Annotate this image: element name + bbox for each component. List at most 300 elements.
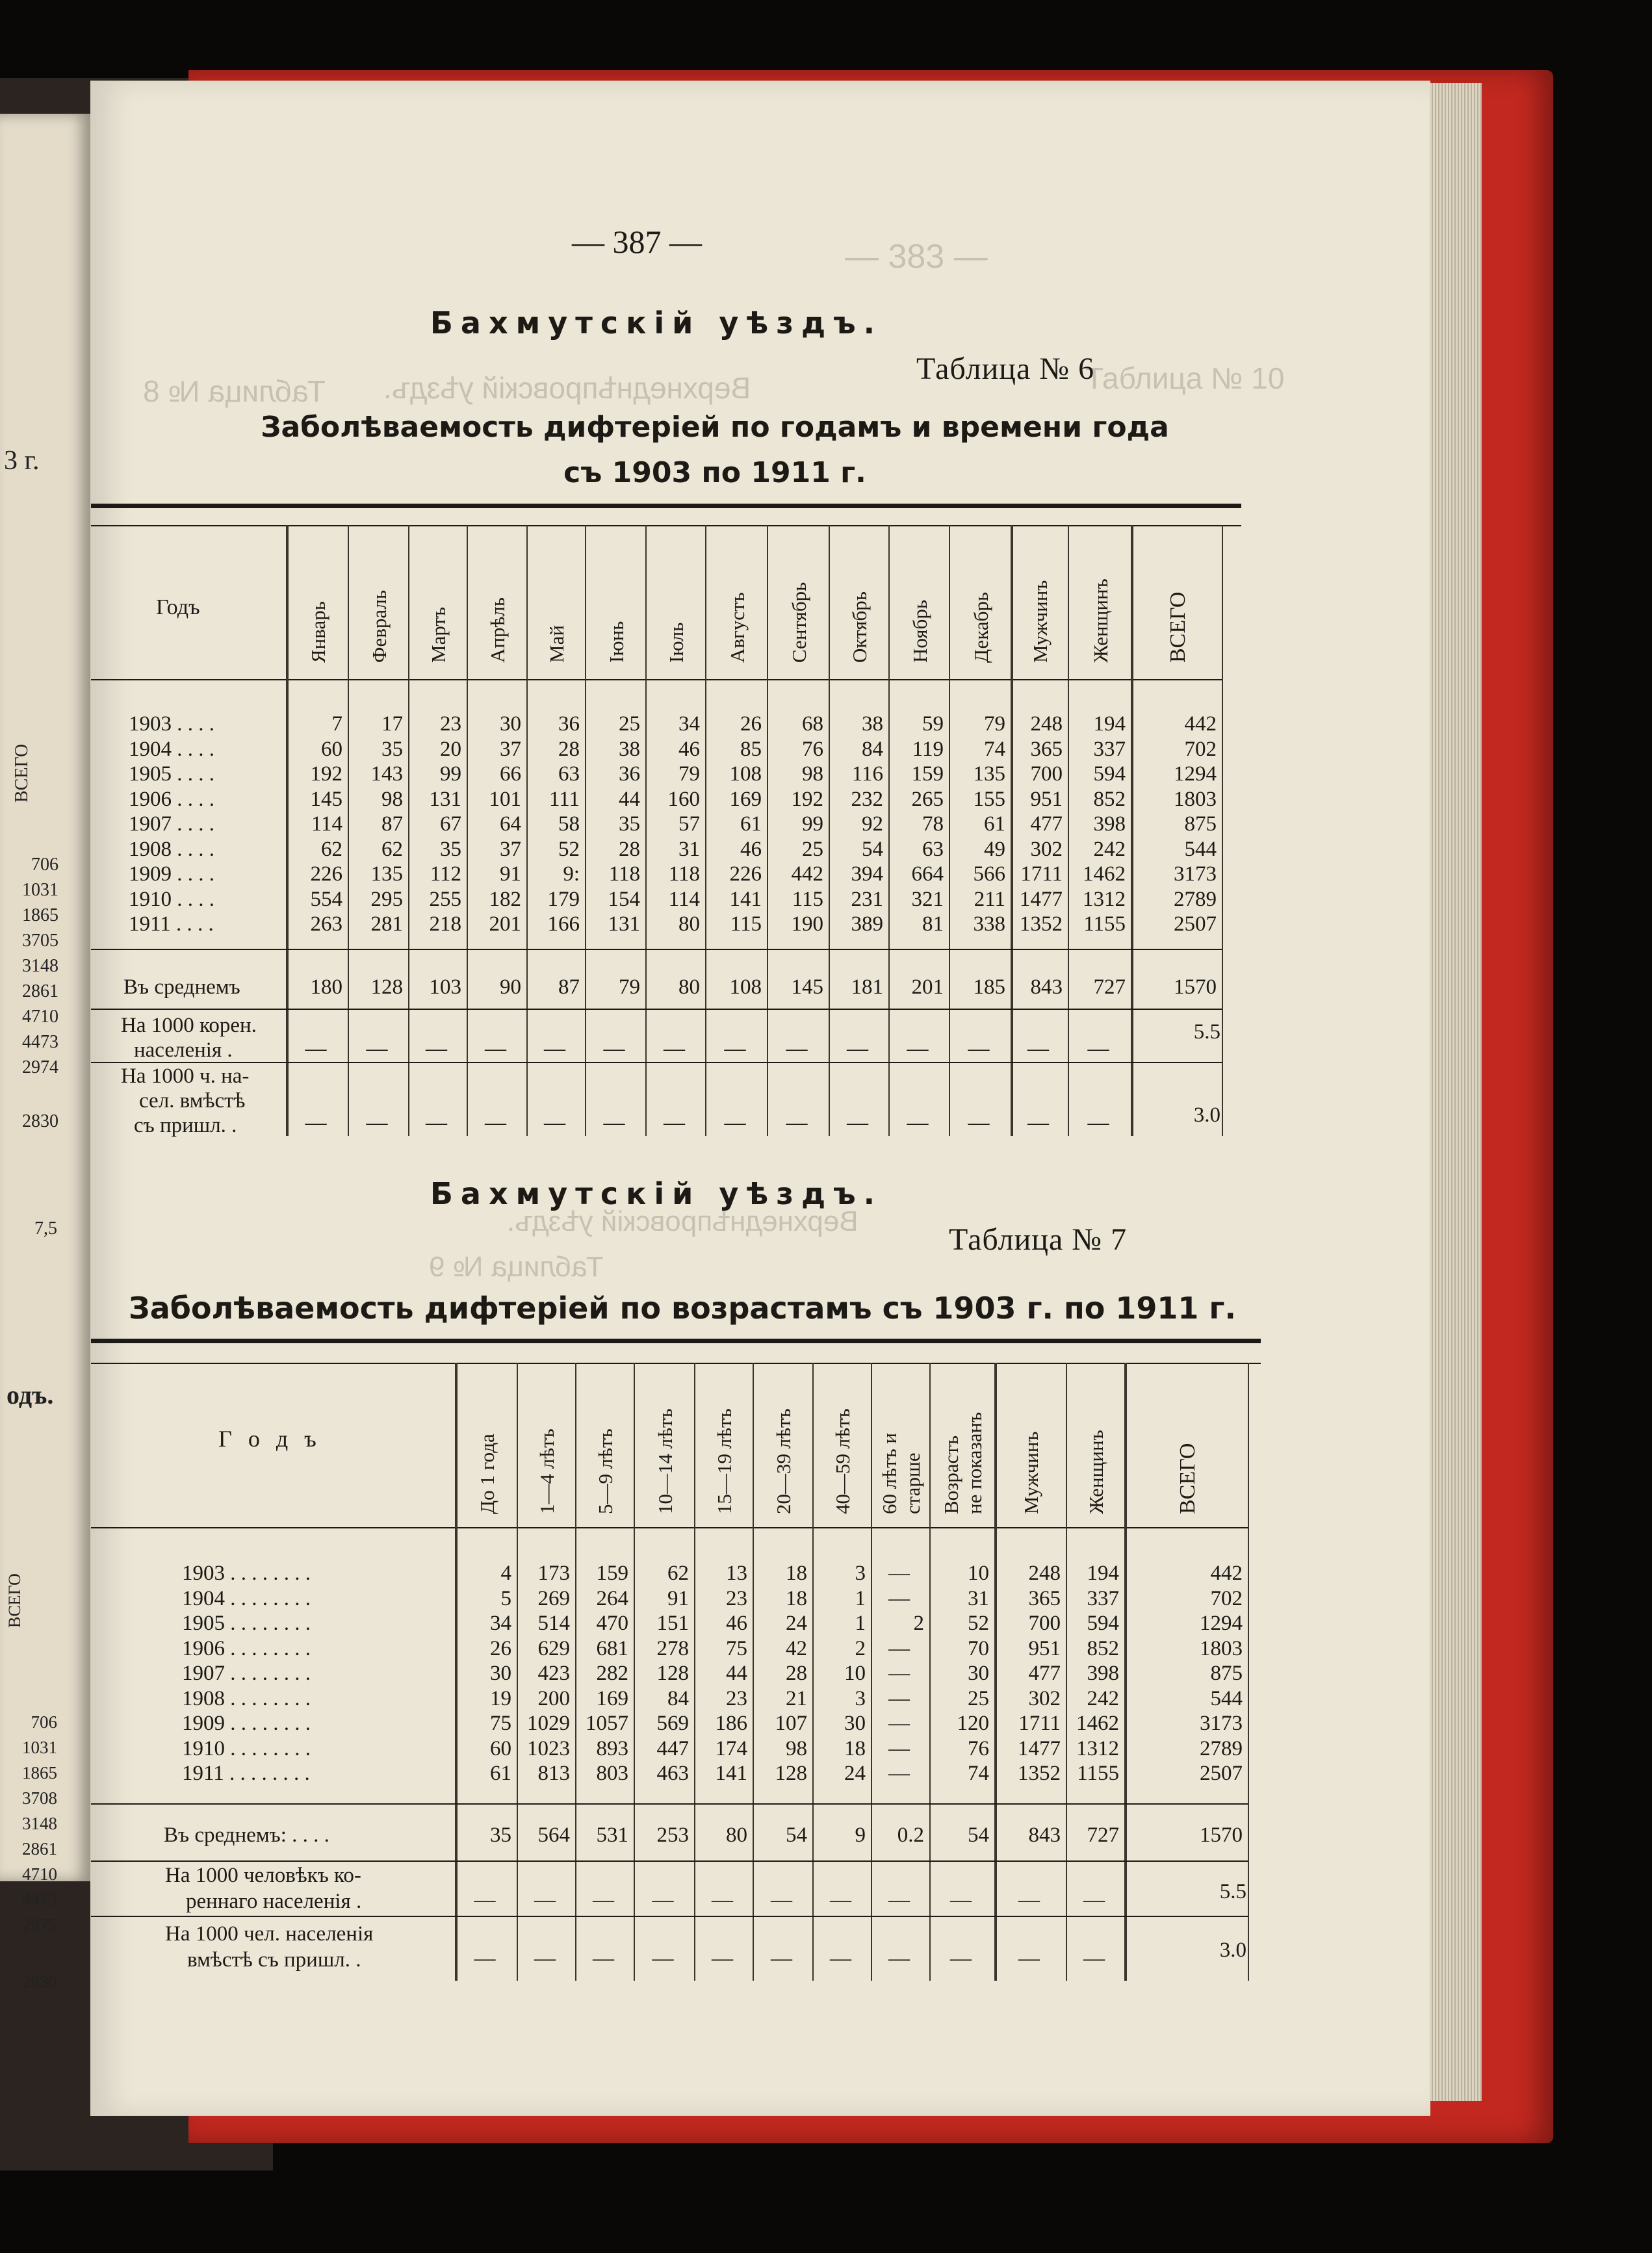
table7-cell: 28 [786, 1662, 807, 1685]
table7-col-header: 60 лѣтъ и [878, 1433, 901, 1514]
table6-cell: 135 [370, 862, 403, 886]
table7-dash: — [593, 1888, 614, 1912]
left-value: 1865 [22, 905, 58, 925]
table6-cell: 59 [922, 712, 944, 736]
table7-avg-cell: 727 [1087, 1823, 1119, 1847]
table6-col-header: Iюль [665, 622, 688, 663]
table7-cell: 4 [500, 1562, 511, 1585]
table6-cell: 81 [922, 912, 944, 936]
table6-col-header: ВСЕГО [1166, 591, 1190, 663]
table6-cell: 25 [802, 837, 823, 861]
table7-cell: 128 [656, 1662, 689, 1685]
table6-dash: — [426, 1037, 447, 1061]
table6-row-year: 1907 . . . . [129, 812, 214, 836]
table7-cell: 52 [968, 1612, 989, 1635]
table6-cell: 544 [1184, 837, 1217, 861]
table6-cell: 3173 [1174, 862, 1217, 886]
table6-avg-cell: 180 [310, 975, 342, 999]
table6-cell: 118 [668, 862, 700, 886]
table6-row-year: 1906 . . . . [129, 787, 214, 811]
table6-cell: 54 [862, 837, 883, 861]
table7-avg-cell: 54 [968, 1823, 989, 1847]
table7-col-header: Женщинъ [1085, 1430, 1107, 1514]
ghost-table9: Таблица № 9 [429, 1251, 604, 1283]
table7-year-header: Г о д ъ [218, 1426, 322, 1452]
table7-cell: 84 [667, 1686, 689, 1710]
table6-col-header: Мартъ [427, 607, 450, 663]
table6-cell: 52 [558, 837, 580, 861]
table6-cell: 99 [440, 762, 461, 786]
table6-dash: — [1027, 1111, 1049, 1135]
table7-cell: 1023 [527, 1736, 570, 1760]
table6-per1000b-label-3: съ пришл. . [134, 1114, 237, 1137]
table6-top-rule [91, 504, 1241, 508]
left-bottom: 7,5 [34, 1218, 57, 1239]
table7-cell: 62 [667, 1562, 689, 1585]
table6-cell: 190 [791, 912, 823, 936]
table7-cell: — [888, 1636, 910, 1660]
table7-cell: 398 [1087, 1662, 1119, 1685]
table7-dash: — [652, 1888, 674, 1912]
table6-dash: — [786, 1111, 808, 1135]
table7-cell: 46 [726, 1612, 747, 1635]
table6-title-line1: Заболѣваемость дифтерiей по годамъ и времени года [261, 411, 1169, 444]
table7-cell: 107 [775, 1712, 807, 1735]
table6-cell: 116 [851, 762, 883, 786]
table6-cell: 218 [429, 912, 461, 936]
table7-cell: 13 [726, 1562, 747, 1585]
table6-avg-cell: 1570 [1174, 975, 1217, 999]
table6-label: Таблица № 6 [916, 352, 1095, 386]
table7-dash: — [474, 1947, 496, 1970]
table6-cell: 255 [429, 887, 461, 911]
table7-cell: 34 [490, 1612, 511, 1635]
table7-cell: 3 [855, 1562, 866, 1585]
table6-cell: 35 [619, 812, 640, 836]
left-value: 1865 [22, 1763, 57, 1783]
left-value: 1031 [22, 880, 58, 900]
table7-dash: — [712, 1947, 733, 1970]
table6-avg-rule [91, 1009, 1222, 1010]
left-header-bottom: ВСЕГО [5, 1573, 24, 1628]
table6-cell: 442 [1184, 712, 1217, 736]
table6-avg-cell: 181 [851, 975, 883, 999]
table6-cell: 28 [558, 737, 580, 761]
table6-cell: 302 [1030, 837, 1063, 861]
table7-cell: 3173 [1200, 1712, 1243, 1735]
table7-col-header: 20—39 лѣтъ [772, 1408, 795, 1514]
left-avg: 2830 [22, 1111, 58, 1131]
table6-dash: — [724, 1037, 746, 1061]
table6-cell: 226 [729, 862, 762, 886]
table7-cell: 514 [537, 1612, 570, 1635]
table7-cell: 264 [596, 1586, 628, 1610]
table6-dash: — [786, 1037, 808, 1061]
table6-col-header: Январь [306, 601, 329, 663]
table7-cell: 1711 [1018, 1712, 1061, 1735]
table7-avg-label: Въ среднемъ: . . . . [164, 1823, 329, 1847]
table7-cell: 875 [1210, 1662, 1243, 1685]
table6-cell: 78 [922, 812, 944, 836]
table7-cell: 44 [726, 1662, 747, 1685]
table7-cell: 21 [786, 1686, 807, 1710]
table7-rows-rule [91, 1803, 1248, 1805]
table6-cell: 394 [851, 862, 883, 886]
table7-cell: 75 [726, 1636, 747, 1660]
table7-dash: — [950, 1888, 972, 1912]
table6-region: Бахмутскiй уѣздъ. [430, 305, 883, 341]
table7-cell: 30 [490, 1662, 511, 1685]
table6-row-year: 1911 . . . . [129, 912, 214, 936]
table7-cell: 159 [596, 1562, 628, 1585]
table6-cell: 66 [500, 762, 521, 786]
table7-cell: 23 [726, 1586, 747, 1610]
table6-avg-cell: 145 [791, 975, 823, 999]
table7-cell: 2 [855, 1636, 866, 1660]
table7-cell: 569 [656, 1712, 689, 1735]
table7-cell: 365 [1028, 1586, 1061, 1610]
table7-cell: 3 [855, 1686, 866, 1710]
table6-cell: 26 [740, 712, 762, 736]
table7-cell: 594 [1087, 1612, 1119, 1635]
table7-cell: 23 [726, 1686, 747, 1710]
table6-dash: — [544, 1037, 565, 1061]
table7-cell: 186 [715, 1712, 747, 1735]
table6-avg-cell: 87 [558, 975, 580, 999]
table6-cell: 192 [791, 787, 823, 811]
table6-col-header: Женщинъ [1089, 578, 1112, 663]
left-value: 706 [31, 855, 58, 875]
table7-cell: 302 [1028, 1686, 1061, 1710]
table6-avg-cell: 108 [729, 975, 762, 999]
table6-col-header: Ноябрь [908, 600, 931, 663]
table7-cell: 18 [786, 1562, 807, 1585]
table6-cell: 17 [381, 712, 403, 736]
table7-cell: 141 [715, 1762, 747, 1785]
table6-cell: 365 [1030, 737, 1063, 761]
table7-cell: 31 [968, 1586, 989, 1610]
table7-avg-cell: 1570 [1200, 1823, 1243, 1847]
table7-col-line [1248, 1363, 1249, 1981]
table7-cell: 702 [1210, 1586, 1243, 1610]
table7-cell: — [888, 1762, 910, 1785]
table6-cell: 389 [851, 912, 883, 936]
left-value: 3708 [22, 1788, 57, 1808]
table7-cell: 1 [855, 1586, 866, 1610]
table6-cell: 159 [911, 762, 944, 786]
table7-avg-cell: 9 [855, 1823, 866, 1847]
table7-cell: 18 [844, 1736, 866, 1760]
table7-avg-cell: 531 [596, 1823, 628, 1847]
table7-row-year: 1906 . . . . . . . . [182, 1636, 311, 1660]
table7-cell: 24 [844, 1762, 866, 1785]
left-value: 4710 [22, 1864, 57, 1884]
table6-cell: 211 [974, 887, 1005, 911]
table6-cell: 98 [802, 762, 823, 786]
table7-col-line [871, 1363, 872, 1981]
table6-cell: 1462 [1083, 862, 1126, 886]
table6-col-header: Мужчинъ [1029, 580, 1052, 663]
table7-col-header: не показанъ [963, 1411, 986, 1514]
table6-dash: — [603, 1037, 625, 1061]
left-value: 4710 [22, 1007, 58, 1027]
left-value: 3148 [22, 956, 58, 976]
table6-cell: 58 [558, 812, 580, 836]
table7-cell: 463 [656, 1762, 689, 1785]
left-value: 3705 [22, 931, 58, 951]
table7-cell: 1477 [1018, 1736, 1061, 1760]
table6-cell: 64 [500, 812, 521, 836]
table7-dash: — [830, 1947, 851, 1970]
table6-col-header: Сентябрь [787, 582, 810, 663]
table7-cell: 1294 [1200, 1612, 1243, 1635]
table6-cell: 321 [911, 887, 944, 911]
table7-cell: 470 [596, 1612, 628, 1635]
table6-cell: 61 [740, 812, 762, 836]
table7-cell: 91 [667, 1586, 689, 1610]
table7-dash: — [888, 1947, 910, 1970]
table7-cell: 151 [656, 1612, 689, 1635]
table7-col-header: ВСЕГО [1176, 1443, 1200, 1514]
page [91, 81, 1430, 2115]
table6-cell: 295 [370, 887, 403, 911]
table7-per1000-rule [91, 1916, 1248, 1917]
table6-avg-label: Въ среднемъ [123, 975, 240, 999]
table6-cell: 231 [851, 887, 883, 911]
table6-cell: 398 [1093, 812, 1126, 836]
table6-cell: 1352 [1020, 912, 1063, 936]
table6-cell: 226 [310, 862, 342, 886]
table6-cell: 20 [440, 737, 461, 761]
table6-cell: 442 [791, 862, 823, 886]
table7-cell: 200 [537, 1686, 570, 1710]
table6-cell: 477 [1030, 812, 1063, 836]
table6-cell: 1155 [1083, 912, 1126, 936]
table6-cell: 36 [619, 762, 640, 786]
table6-cell: 154 [608, 887, 640, 911]
table7-cell: 70 [968, 1636, 989, 1660]
table6-col-header: Октябрь [848, 591, 871, 663]
table6-cell: 7 [331, 712, 342, 736]
table6-cell: 118 [608, 862, 640, 886]
left-fragment-mid: одъ. [6, 1380, 54, 1410]
table6-row-year: 1905 . . . . [129, 762, 214, 786]
table6-cell: 37 [500, 837, 521, 861]
table6-dash: — [968, 1111, 990, 1135]
table6-cell: 155 [973, 787, 1005, 811]
table7-cell: — [888, 1736, 910, 1760]
table6-cell: 201 [489, 912, 521, 936]
left-value: 1031 [22, 1738, 57, 1757]
table6-dash: — [847, 1037, 868, 1061]
table7-cell: 1029 [527, 1712, 570, 1735]
table6-cell: 76 [802, 737, 823, 761]
table7-cell: 242 [1087, 1686, 1119, 1710]
table7-cell: 1312 [1076, 1736, 1119, 1760]
left-value: 4473 [22, 1890, 57, 1909]
table6-cell: 79 [678, 762, 700, 786]
table6-dash: — [1087, 1111, 1109, 1135]
table6-avg-cell: 201 [911, 975, 944, 999]
table6-cell: 62 [381, 837, 403, 861]
table7-label: Таблица № 7 [949, 1222, 1128, 1257]
table6-col-header: Августъ [725, 592, 749, 663]
table7-cell: 337 [1087, 1586, 1119, 1610]
table6-cell: 145 [310, 787, 342, 811]
table6-title-line2: съ 1903 по 1911 г. [563, 456, 866, 489]
table6-cell: 1294 [1174, 762, 1217, 786]
table7-cell: 42 [786, 1636, 807, 1660]
table7-cell: 803 [596, 1762, 628, 1785]
table6-cell: 119 [912, 737, 944, 761]
table6-cell: 61 [984, 812, 1005, 836]
table7-cell: 700 [1028, 1612, 1061, 1635]
previous-page [0, 114, 91, 1992]
table6-cell: 79 [984, 712, 1005, 736]
table7-cell: 852 [1087, 1636, 1119, 1660]
table6-cell: 30 [500, 712, 521, 736]
table7-avg-cell: 564 [537, 1823, 570, 1847]
table6-cell: 2789 [1174, 887, 1217, 911]
table6-cell: 44 [619, 787, 640, 811]
table6-cell: 35 [440, 837, 461, 861]
table6-cell: 68 [802, 712, 823, 736]
table6-cell: 67 [440, 812, 461, 836]
table6-avg-cell: 79 [619, 975, 640, 999]
table6-cell: 700 [1030, 762, 1063, 786]
table7-cell: 76 [968, 1736, 989, 1760]
table6-cell: 951 [1030, 787, 1063, 811]
table7-col-header: До 1 года [475, 1434, 498, 1514]
table7-cell: 544 [1210, 1686, 1243, 1710]
table7-cell: 1462 [1076, 1712, 1119, 1735]
table7-cell: 173 [537, 1562, 570, 1585]
table7-dash: — [1018, 1947, 1040, 1970]
table6-avg-cell: 185 [973, 975, 1005, 999]
table6-cell: 38 [862, 712, 883, 736]
table7-dash: — [888, 1888, 910, 1912]
table6-cell: 135 [973, 762, 1005, 786]
table6-avg-cell: 727 [1093, 975, 1126, 999]
table6-cell: 74 [984, 737, 1005, 761]
table6-cell: 92 [862, 812, 883, 836]
table6-dash: — [1087, 1037, 1109, 1061]
table7-cell: — [888, 1712, 910, 1735]
table6-cell: 63 [558, 762, 580, 786]
table7-cell: 10 [968, 1562, 989, 1585]
table7-dash: — [652, 1947, 674, 1970]
table7-cell: 24 [786, 1612, 807, 1635]
table7-cell: 10 [844, 1662, 866, 1685]
ghost-table10: Таблица № 10 [1085, 361, 1285, 395]
table6-row-year: 1904 . . . . [129, 737, 214, 761]
table7-row-year: 1904 . . . . . . . . [182, 1586, 311, 1610]
table7-cell: 1 [855, 1612, 866, 1635]
table7-cell: 30 [968, 1662, 989, 1685]
table6-cell: 248 [1030, 712, 1063, 736]
table6-cell: 242 [1093, 837, 1126, 861]
table7-per1000-value: 5.5 [1219, 1880, 1246, 1903]
table7-cell: 1352 [1018, 1762, 1061, 1785]
table7-cell: 174 [715, 1736, 747, 1760]
table7-region: Бахмутскiй уѣздъ. [430, 1176, 883, 1211]
table6-cell: 194 [1093, 712, 1126, 736]
table6-avg-cell: 90 [500, 975, 521, 999]
table6-cell: 85 [740, 737, 762, 761]
table7-title: Заболѣваемость дифтерiей по возрастамъ съ 1903 г. по 1911 г. [129, 1291, 1236, 1326]
table6-avg-cell: 843 [1030, 975, 1063, 999]
table7-cell: 75 [490, 1712, 511, 1735]
table6-cell: 114 [311, 812, 342, 836]
table7-cell: 26 [490, 1636, 511, 1660]
table6-dash: — [907, 1037, 929, 1061]
table7-col-header: Возрастъ [940, 1435, 962, 1514]
table6-dash: — [485, 1111, 506, 1135]
table6-col-header: Февраль [367, 589, 391, 663]
table7-cell: — [888, 1686, 910, 1710]
table6-cell: 112 [430, 862, 461, 886]
table6-cell: 875 [1184, 812, 1217, 836]
table6-cell: 38 [619, 737, 640, 761]
left-value: 706 [31, 1712, 57, 1732]
table6-avg-cell: 80 [678, 975, 700, 999]
table7-dash: — [534, 1947, 556, 1970]
left-avg: 2830 [22, 1972, 57, 1992]
table6-dash: — [544, 1111, 565, 1135]
table7-cell: 30 [844, 1712, 866, 1735]
table6-cell: 1312 [1083, 887, 1126, 911]
table6-dash: — [724, 1111, 746, 1135]
table6-cell: 179 [547, 887, 580, 911]
table7-col-header: 10—14 лѣтъ [653, 1408, 677, 1514]
table6-cell: 49 [984, 837, 1005, 861]
table7-cell: 169 [596, 1686, 628, 1710]
table6-cell: 554 [310, 887, 342, 911]
left-value: 2861 [22, 981, 58, 1001]
table6-cell: 101 [489, 787, 521, 811]
table6-cell: 84 [862, 737, 883, 761]
table6-cell: 166 [547, 912, 580, 936]
table6-row-year: 1909 . . . . [129, 862, 214, 886]
table7-cell: 25 [968, 1686, 989, 1710]
table7-col-header: 1—4 лѣтъ [536, 1428, 558, 1514]
table7-top-rule-2 [91, 1363, 1261, 1364]
table7-cell: — [888, 1586, 910, 1610]
table6-per1000b-value: 3.0 [1193, 1103, 1220, 1127]
table7-cell: 1803 [1200, 1636, 1243, 1660]
ghost-table8: Таблица № 8 [143, 374, 326, 408]
table6-dash: — [366, 1111, 388, 1135]
table7-cell: 442 [1210, 1562, 1243, 1585]
table6-cell: 338 [973, 912, 1005, 936]
table7-row-year: 1907 . . . . . . . . [182, 1662, 311, 1685]
table6-row-year: 1908 . . . . [129, 837, 214, 861]
table6-cell: 91 [500, 862, 521, 886]
table7-cell: 2 [913, 1612, 924, 1635]
table7-cell: 5 [500, 1586, 511, 1610]
table7-cell: 248 [1028, 1562, 1061, 1585]
table6-year-header: Годъ [156, 595, 200, 619]
ghost-region-1: Верхнеднѣпровскiй уѣздъ. [383, 371, 751, 405]
table6-cell: 1803 [1174, 787, 1217, 811]
table7-col-header: старше [901, 1452, 924, 1514]
table6-cell: 63 [922, 837, 944, 861]
table6-cell: 35 [381, 737, 403, 761]
table7-cell: 19 [490, 1686, 511, 1710]
ghost-region-2: Верхнеднѣпровскiй уѣздъ. [507, 1205, 858, 1237]
table7-row-year: 1910 . . . . . . . . [182, 1736, 311, 1760]
table6-dash: — [485, 1037, 506, 1061]
